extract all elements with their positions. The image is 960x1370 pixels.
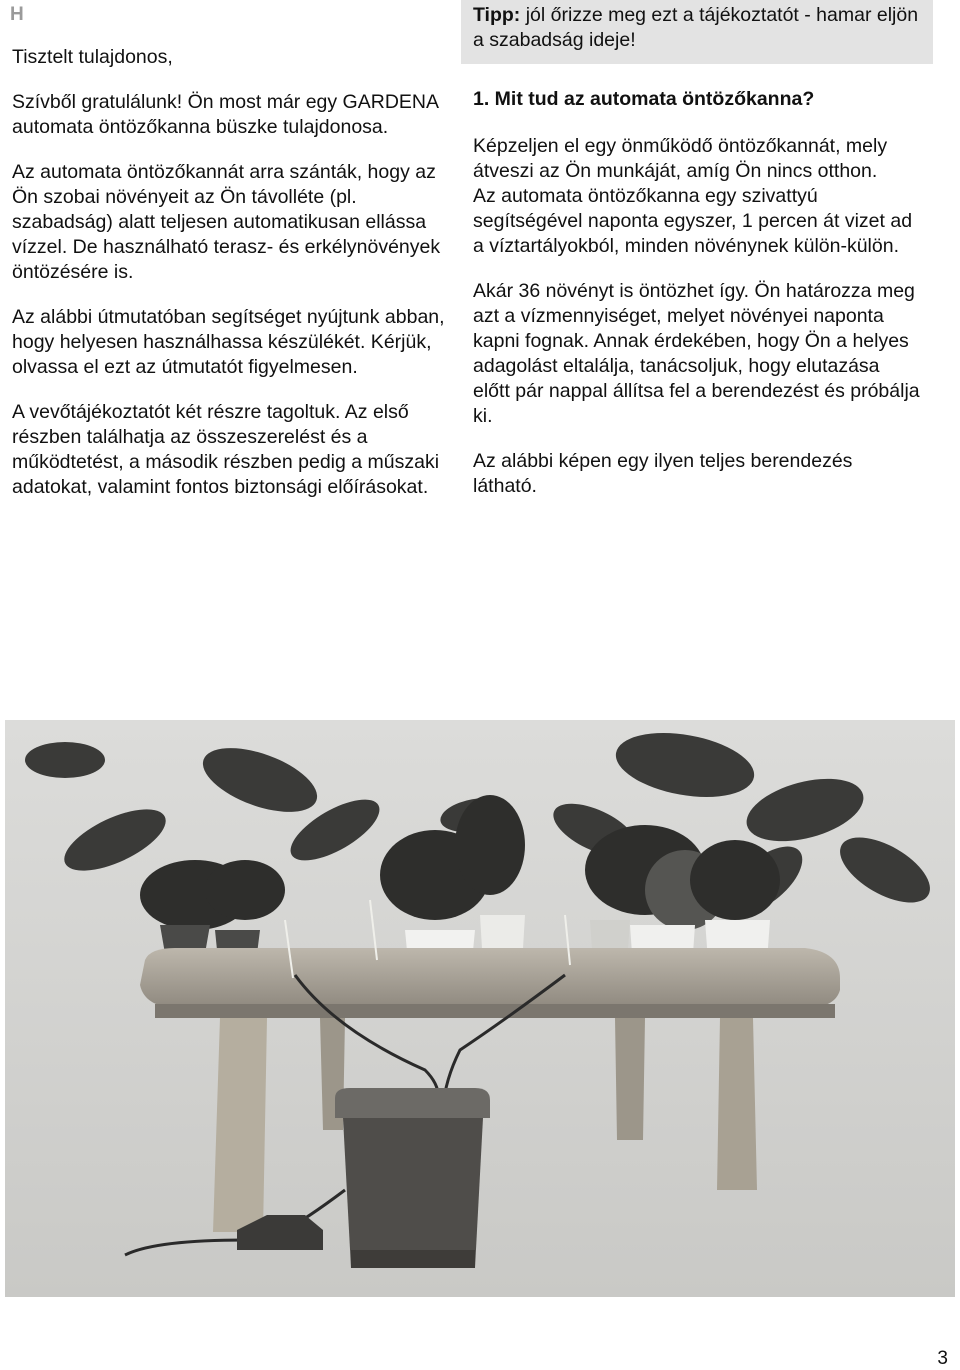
section-heading: 1. Mit tud az automata öntözőkanna? [473,88,815,110]
photo-illustration [5,720,955,1297]
left-column [12,45,452,520]
tip-box [461,0,933,64]
paragraph-image-intro: Az alábbi képen egy ilyen teljes berendezés látható. [473,450,853,497]
tip-label: Tipp: [473,4,521,26]
paragraph-pump: Az automata öntözőkanna egy szivattyú segítségével naponta egyszer, 1 percen át vizet ad a víztartályokból, minden növénynek külön-külön. [473,185,913,257]
right-column [461,0,933,519]
paragraph-structure: A vevőtájékoztatót két részre tagoltuk. Az első részben találhatja az összeszerelést és a működtetést, a második részben pedig a műszaki adatokat, valamint fontos biztonsági előírásokat. [12,401,440,498]
greeting: Tisztelt tulajdonos, [12,46,173,68]
paragraph-purpose: Az automata öntözőkannát arra szánták, hogy az Ön szobai növényeit az Ön távolléte (pl. szabadság) alatt teljesen automatikusan ellássa vízzel. De használható terasz- és erkélynövények öntözésére is. [12,161,441,283]
tip-text: jól őrizze meg ezt a tájékoztatót - hamar eljön a szabadság ideje! [473,4,919,51]
page-number: 3 [937,1348,948,1369]
language-marker: H [10,4,24,25]
paragraph-capacity: Akár 36 növényt is öntözhet így. Ön határozza meg azt a vízmennyiséget, melyet növényei naponta kapni fognak. Annak érdekében, hogy Ön a helyes adagolást eltalálja, tanácsoljuk, hogy elutazása előtt pár nappal állítsa fel a berendezést és próbálja ki. [473,280,920,427]
paragraph-congratulation: Szívből gratulálunk! Ön most már egy GARDENA automata öntözőkanna büszke tulajdonosa. [12,91,438,138]
paragraph-guide: Az alábbi útmutatóban segítséget nyújtunk abban, hogy helyesen használhassa készülékét. Kérjük, olvassa el ezt az útmutatót figyelmesen. [12,306,445,378]
product-photo [5,720,955,1297]
paragraph-imagine: Képzeljen el egy önműködő öntözőkannát, mely átveszi az Ön munkáját, amíg Ön nincs otthon. [473,135,888,182]
